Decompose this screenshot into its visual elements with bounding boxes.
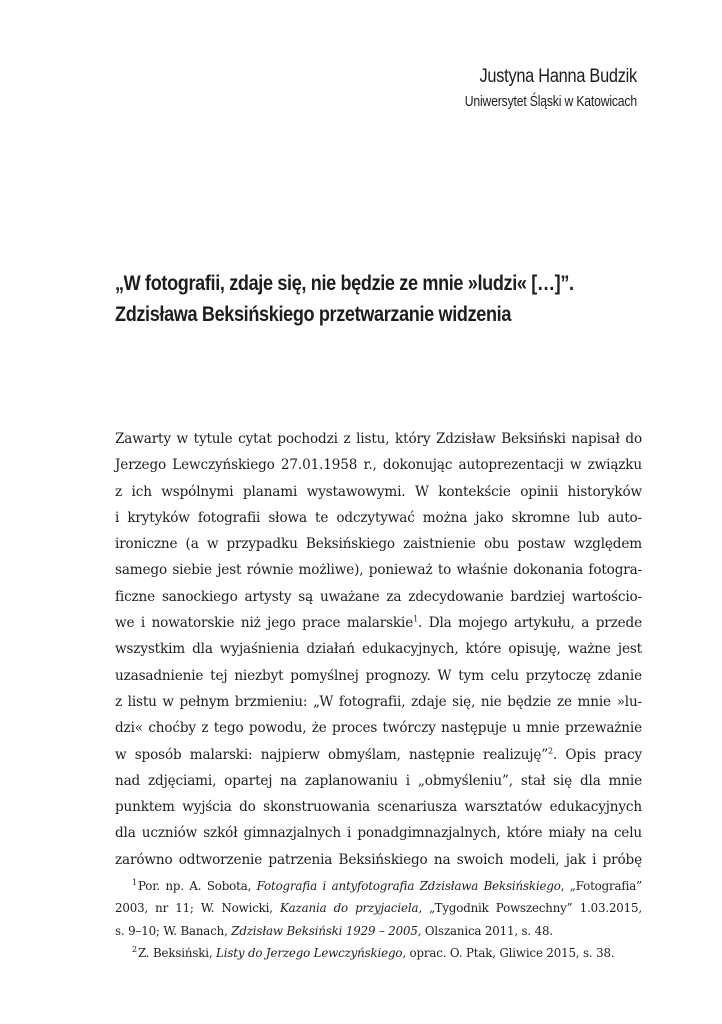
footnote-title: Kazania do przyjaciela, (280, 901, 422, 916)
author-block (432, 64, 637, 112)
body-line: samego siebie jest równie możliwe), ponieważ to właśnie dokonania fotogra- (115, 562, 642, 579)
title-line-2: Zdzisława Beksińskiego przetwarzanie widzenia (115, 303, 512, 326)
body-line-with-note (115, 610, 642, 636)
footnote-text: , oprac. O. Ptak, Gliwice 2015, s. 38. (402, 945, 615, 960)
body-line: nad zdjęciami, opartej na zaplanowaniu i „obmyśleniu”, stał się dla mnie (115, 772, 642, 789)
footnote-line (115, 920, 642, 942)
footnote-text: , „Fotografia” (560, 879, 642, 893)
body-line: z ich wspólnymi planami wystawowymi. W kontekście opinii historyków (115, 483, 642, 500)
body-line: i krytyków fotografii słowa te odczytywać można jako skromne lub auto- (115, 509, 642, 526)
body-line: wszystkim dla wyjaśnienia działań edukacyjnych, które opisuję, ważne jest (115, 641, 642, 658)
footnote-text: Z. Beksiński, (137, 945, 217, 960)
body-line: z listu w pełnym brzmieniu: „W fotografii, zdaje się, nie będzie ze mnie »lu- (115, 693, 642, 710)
footnote-line (115, 942, 642, 964)
body-line: Jerzego Lewczyńskiego 27.01.1958 r., dokonując autoprezentacji w związku (115, 457, 642, 474)
footnote-line (115, 875, 642, 897)
body-line: ironiczne (a w przypadku Beksińskiego zaistnienie obu postaw względem (115, 536, 642, 553)
body-line-with-note (115, 742, 642, 768)
author-affiliation: Uniwersytet Śląski w Katowicach (464, 94, 637, 110)
body-line: uzasadnienie tej niezbyt pomyślnej prognozy. W tym celu przytoczę zdanie (115, 667, 642, 684)
footnotes (115, 875, 642, 964)
body-line: punktem wyjścia do skonstruowania scenariusza warsztatów edukacyjnych (115, 799, 642, 816)
body-line-part: we i nowatorskie niż jego prace malarskie (115, 615, 414, 632)
footnote-text: Por. np. A. Sobota, (137, 879, 257, 893)
article-title (115, 268, 597, 330)
footnote-text: s. 9–10; W. Banach, (115, 923, 232, 938)
footnote-mark: 2 (132, 944, 137, 954)
footnote-2 (115, 942, 642, 964)
body-line-part: . Dla mojego artykułu, a przede (418, 615, 642, 632)
body-line: Zawarty w tytule cytat pochodzi z listu, który Zdzisław Beksiński napisał do (115, 431, 642, 447)
body-line: zarówno odtworzenie patrzenia Beksińskiego na swoich modeli, jak i próbę (115, 851, 642, 868)
title-line-1: „W fotografii, zdaje się, nie będzie ze mnie »ludzi« […]”. (115, 272, 574, 295)
footnote-line (115, 897, 642, 919)
footnote-title: Listy do Jerzego Lewczyńskiego (216, 945, 403, 960)
body-line-part: w sposób malarski: najpierw obmyślam, następnie realizuję” (115, 746, 549, 763)
body-text (115, 426, 642, 873)
footnote-ref-1[interactable]: 1 (413, 614, 419, 624)
author-name: Justyna Hanna Budzik (479, 66, 637, 87)
footnote-text: Olszanica 2011, s. 48. (421, 923, 553, 938)
footnote-title: Zdzisław Beksiński 1929 – 2005, (231, 923, 422, 938)
footnote-text: 2003, nr 11; W. Nowicki, (115, 901, 281, 916)
footnote-1 (115, 875, 642, 942)
body-line: ficzne sanockiego artysty są uważane za zdecydowanie bardziej wartościo- (115, 588, 642, 605)
footnote-mark: 1 (132, 878, 137, 888)
body-line-part: . Opis pracy (552, 746, 642, 763)
body-line: dzi« choćby z tego powodu, że proces twórczy następuje u mnie przeważnie (115, 720, 642, 737)
footnote-text: „Tygodnik Powszechny” 1.03.2015, (421, 901, 642, 916)
footnote-title: Fotografia i antyfotografia Zdzisława Beksińskiego (256, 879, 561, 893)
body-line: dla uczniów szkół gimnazjalnych i ponadgimnazjalnych, które miały na celu (115, 825, 642, 842)
footnote-ref-2[interactable]: 2 (548, 746, 553, 756)
